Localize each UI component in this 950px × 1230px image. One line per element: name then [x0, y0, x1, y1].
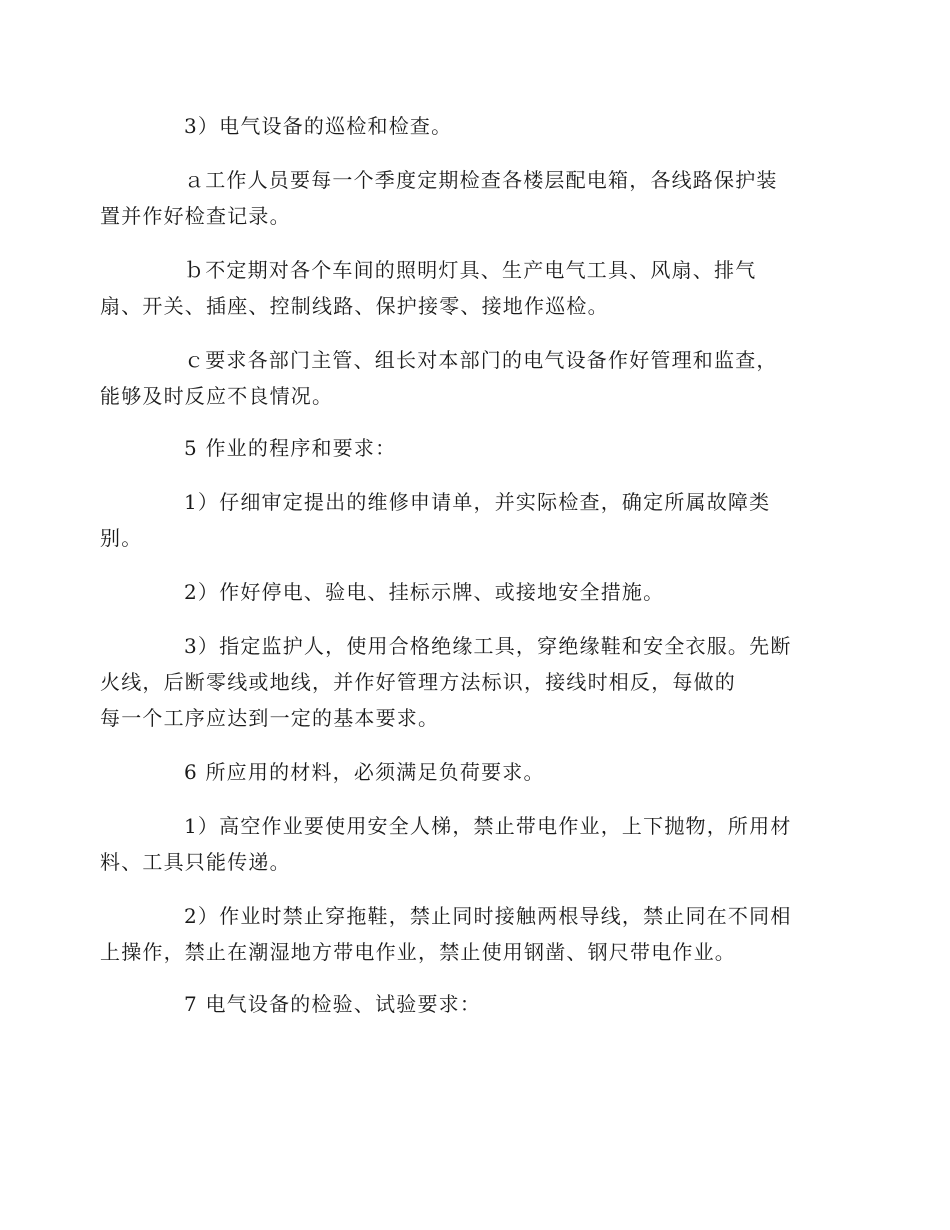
line: 2）作好停电、验电、挂标示牌、或接地安全措施。 [184, 580, 665, 604]
line: 1）高空作业要使用安全人梯，禁止带电作业，上下抛物，所用材 [184, 814, 792, 838]
line: 置并作好检查记录。 [100, 204, 291, 228]
paragraph-item-a [100, 162, 814, 234]
line: 能够及时反应不良情况。 [100, 384, 334, 408]
paragraph-inspection-heading [142, 108, 814, 144]
section-heading-5 [142, 430, 814, 466]
line: 上操作，禁止在潮湿地方带电作业，禁止使用钢凿、钢尺带电作业。 [100, 940, 736, 964]
paragraph-item-c [100, 342, 814, 414]
line: 别。 [100, 526, 143, 550]
paragraph-item-b [100, 252, 814, 324]
paragraph-rule-2 [100, 898, 814, 970]
paragraph-step-1 [100, 484, 814, 556]
line: 3）指定监护人，使用合格绝缘工具，穿绝缘鞋和安全衣服。先断 [184, 634, 792, 658]
line: ｃ要求各部门主管、组长对本部门的电气设备作好管理和监查， [184, 348, 778, 372]
line: 3）电气设备的巡检和检查。 [184, 114, 453, 138]
line: 每一个工序应达到一定的基本要求。 [100, 706, 440, 730]
line: 7 电气设备的检验、试验要求： [184, 992, 482, 1016]
line: ａ工作人员要每一个季度定期检查各楼层配电箱，各线路保护装 [184, 168, 778, 192]
section-heading-6 [142, 754, 814, 790]
paragraph-step-3 [100, 628, 814, 736]
line: 料、工具只能传递。 [100, 850, 291, 874]
paragraph-step-2 [142, 574, 814, 610]
line: 6 所应用的材料，必须满足负荷要求。 [184, 760, 545, 784]
line: 火线，后断零线或地线，并作好管理方法标识，接线时相反，每做的 [100, 670, 736, 694]
line: 1）仔细审定提出的维修申请单，并实际检查，确定所属故障类 [184, 490, 771, 514]
line: 2）作业时禁止穿拖鞋，禁止同时接触两根导线，禁止同在不同相 [184, 904, 792, 928]
section-heading-7 [142, 986, 814, 1022]
line: 5 作业的程序和要求： [184, 436, 397, 460]
line: ｂ不定期对各个车间的照明灯具、生产电气工具、风扇、排气 [184, 258, 757, 282]
paragraph-rule-1 [100, 808, 814, 880]
line: 扇、开关、插座、控制线路、保护接零、接地作巡检。 [100, 294, 609, 318]
